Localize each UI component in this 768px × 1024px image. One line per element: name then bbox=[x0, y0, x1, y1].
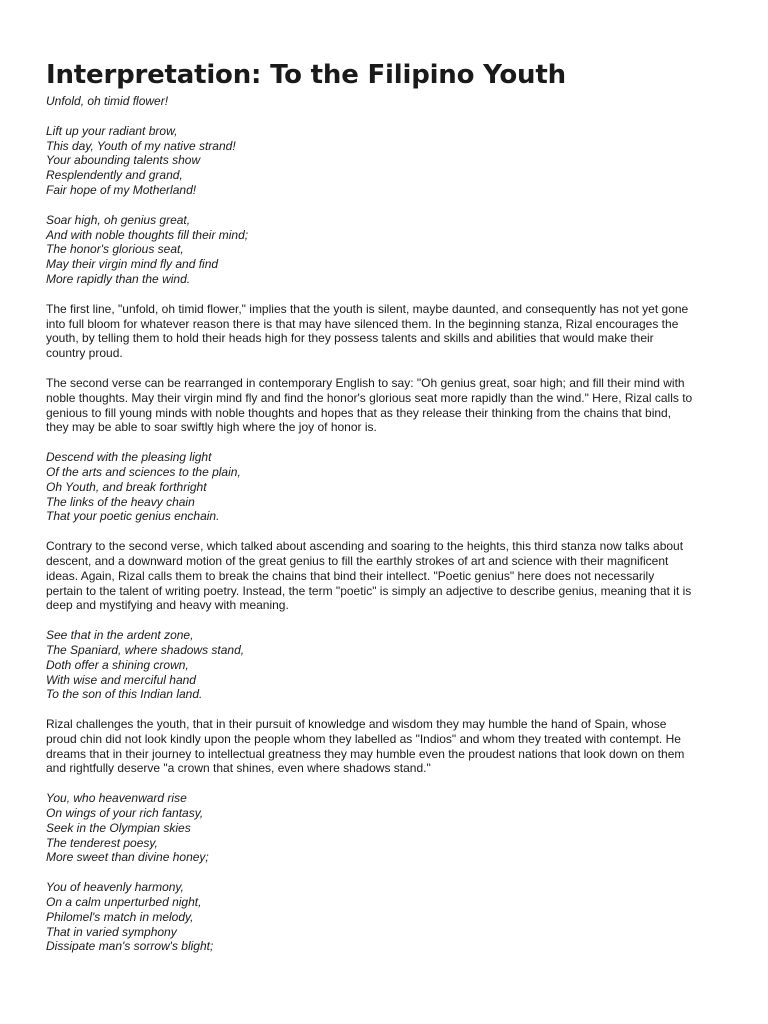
paragraph-line: and rightfully deserve "a crown that shines, even where shadows stand." bbox=[46, 761, 431, 776]
interpretation-paragraph-2 bbox=[46, 376, 728, 435]
poem-stanza-0 bbox=[46, 94, 728, 109]
poem-stanza-4 bbox=[46, 628, 728, 702]
poem-line: Dissipate man's sorrow's blight; bbox=[46, 939, 214, 954]
paragraph-line: genious to fill young minds with noble thoughts and hopes that as they release their thinking from the chains that bind, bbox=[46, 405, 672, 420]
poem-line: Lift up your radiant brow, bbox=[46, 123, 178, 138]
poem-line: On a calm unperturbed night, bbox=[46, 895, 202, 910]
poem-line: That in varied symphony bbox=[46, 924, 177, 939]
poem-stanza-2 bbox=[46, 213, 728, 287]
poem-line: Oh Youth, and break forthright bbox=[46, 479, 207, 494]
poem-line: Seek in the Olympian skies bbox=[46, 820, 191, 835]
poem-line: Of the arts and sciences to the plain, bbox=[46, 464, 241, 479]
poem-line: More rapidly than the wind. bbox=[46, 271, 191, 286]
poem-line: And with noble thoughts fill their mind; bbox=[46, 227, 249, 242]
poem-line: To the son of this Indian land. bbox=[46, 687, 203, 702]
poem-stanza-3 bbox=[46, 450, 728, 524]
paragraph-line: country proud. bbox=[46, 346, 123, 361]
interpretation-paragraph-3 bbox=[46, 539, 728, 613]
paragraph-line: The first line, "unfold, oh timid flower," implies that the youth is silent, maybe daunted, and consequently has not yet gone bbox=[46, 301, 689, 316]
poem-line: Descend with the pleasing light bbox=[46, 450, 212, 465]
paragraph-line: ideas. Again, Rizal calls them to break the chains that bind their intellect. "Poetic genius" here does not necessarily bbox=[46, 568, 655, 583]
paragraph-line: descent, and a downward motion of the great genius to fill the earthly strokes of art and science with their magnificent bbox=[46, 553, 669, 568]
paragraph-line: youth, by telling them to hold their heads high for they possess talents and skills and abilities that would make their bbox=[46, 331, 654, 346]
paragraph-line: Rizal challenges the youth, that in their pursuit of knowledge and wisdom they may humble the hand of Spain, whose bbox=[46, 717, 667, 732]
poem-line: The tenderest poesy, bbox=[46, 835, 158, 850]
interpretation-paragraph-4 bbox=[46, 717, 728, 776]
page-title: Interpretation: To the Filipino Youth bbox=[46, 60, 566, 90]
paragraph-line: noble thoughts. May their virgin mind fly and find the honor's glorious seat more rapidly than the wind." Here, Rizal calls to bbox=[46, 390, 693, 405]
poem-line: The Spaniard, where shadows stand, bbox=[46, 642, 245, 657]
paragraph-line: Contrary to the second verse, which talked about ascending and soaring to the heights, this third stanza now talks about bbox=[46, 539, 684, 554]
poem-stanza-5 bbox=[46, 791, 728, 865]
poem-line: The honor's glorious seat, bbox=[46, 242, 184, 257]
poem-line: Doth offer a shining crown, bbox=[46, 657, 189, 672]
poem-line: Unfold, oh timid flower! bbox=[46, 94, 169, 108]
poem-line: This day, Youth of my native strand! bbox=[46, 138, 236, 153]
poem-line: Philomel's match in melody, bbox=[46, 909, 194, 924]
poem-line: With wise and merciful hand bbox=[46, 672, 196, 687]
poem-stanza-1 bbox=[46, 124, 728, 198]
paragraph-line: dreams that in their journey to intellectual greatness they may humble even the proudest nations that look down on them bbox=[46, 746, 685, 761]
poem-line: More sweet than divine honey; bbox=[46, 850, 209, 865]
poem-line: You of heavenly harmony, bbox=[46, 880, 184, 895]
paragraph-line: deep and mystifying and heavy with meaning. bbox=[46, 598, 289, 613]
paragraph-line: they may be able to soar swiftly high where the joy of honor is. bbox=[46, 420, 377, 435]
interpretation-paragraph-1 bbox=[46, 302, 728, 361]
poem-stanza-6 bbox=[46, 880, 728, 954]
poem-line: Your abounding talents show bbox=[46, 153, 201, 168]
poem-line: Resplendently and grand, bbox=[46, 168, 183, 183]
poem-line: That your poetic genius enchain. bbox=[46, 509, 220, 524]
paragraph-line: The second verse can be rearranged in contemporary English to say: "Oh genius great, soar high; and fill their mind with bbox=[46, 375, 685, 390]
poem-line: The links of the heavy chain bbox=[46, 494, 195, 509]
paragraph-line: into full bloom for whatever reason there is that may have silenced them. In the beginning stanza, Rizal encourages the bbox=[46, 316, 679, 331]
paragraph-line: proud chin did not look kindly upon the people whom they labelled as "Indios" and whom they treated with contempt. He bbox=[46, 731, 681, 746]
paragraph-line: pertain to the talent of writing poetry. Instead, the term "poetic" is simply an adjective to describe genius, meaning that it is bbox=[46, 583, 692, 598]
poem-line: Soar high, oh genius great, bbox=[46, 212, 191, 227]
poem-line: Fair hope of my Motherland! bbox=[46, 182, 197, 197]
poem-line: See that in the ardent zone, bbox=[46, 628, 194, 643]
poem-line: On wings of your rich fantasy, bbox=[46, 806, 204, 821]
poem-line: May their virgin mind fly and find bbox=[46, 257, 219, 272]
poem-line: You, who heavenward rise bbox=[46, 791, 187, 806]
